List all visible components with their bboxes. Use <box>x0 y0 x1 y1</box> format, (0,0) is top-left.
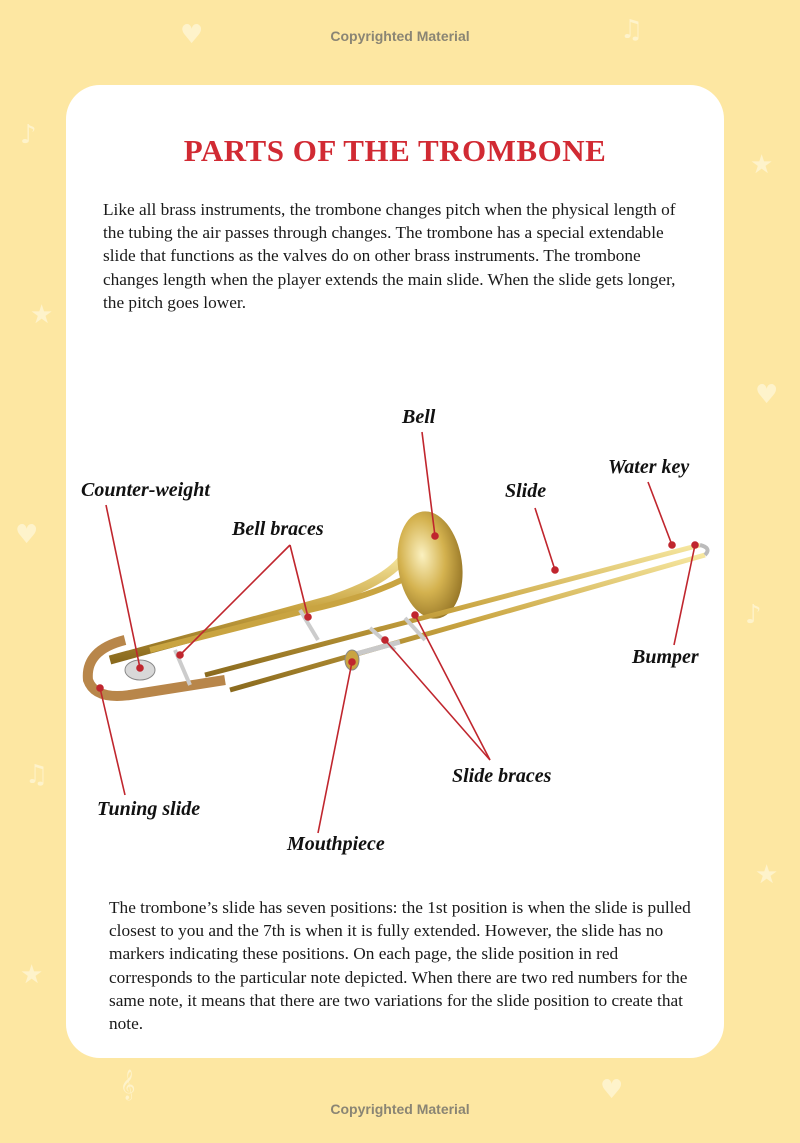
label-slide: Slide <box>505 480 547 502</box>
page-title: PARTS OF THE TROMBONE <box>183 133 607 168</box>
label-counter-weight: Counter-weight <box>81 479 210 501</box>
label-mouthpiece: Mouthpiece <box>287 833 385 855</box>
note-icon: ♪ <box>20 120 37 150</box>
note-icon: ♫ <box>25 760 49 790</box>
outro-paragraph: The trombone’s slide has seven positions: the 1st position is when the slide is pulled closest to you and the 7th is when it is fully extended. However, the slide has no markers indicating these positions. On each page, the slide position in red corresponds to the particular note depicted. When there are two red numbers for the same note, it means that there are two variations for the slide position to create that note. <box>109 898 691 1034</box>
note-icon: ♫ <box>620 15 644 45</box>
copyright-watermark-bottom: Copyrighted Material <box>330 1101 470 1117</box>
treble-clef-icon: 𝄞 <box>120 1070 136 1100</box>
star-icon: ★ <box>30 300 54 330</box>
trombone-illustration <box>88 507 708 696</box>
note-icon: ♪ <box>745 600 762 630</box>
star-icon: ★ <box>755 860 779 890</box>
label-bell-braces: Bell braces <box>232 518 324 540</box>
copyright-watermark-top: Copyrighted Material <box>330 28 470 44</box>
heart-icon: ♥ <box>180 20 204 50</box>
intro-paragraph: Like all brass instruments, the trombone changes pitch when the physical length of the tubing the air passes through changes. The trombone has a special extendable slide that functions as the valves do on other brass instruments. The trombone changes length when the player extends the main slide. When the slide gets longer, the pitch goes lower. <box>103 200 676 312</box>
label-slide-braces: Slide braces <box>452 765 552 787</box>
label-bell: Bell <box>402 406 436 428</box>
heart-icon: ♥ <box>600 1075 624 1105</box>
heart-icon: ♥ <box>15 520 39 550</box>
star-icon: ★ <box>750 150 774 180</box>
heart-icon: ♥ <box>755 380 779 410</box>
star-icon: ★ <box>20 960 44 990</box>
label-tuning-slide: Tuning slide <box>97 798 201 820</box>
label-bumper: Bumper <box>632 646 699 668</box>
label-water-key: Water key <box>608 456 690 478</box>
